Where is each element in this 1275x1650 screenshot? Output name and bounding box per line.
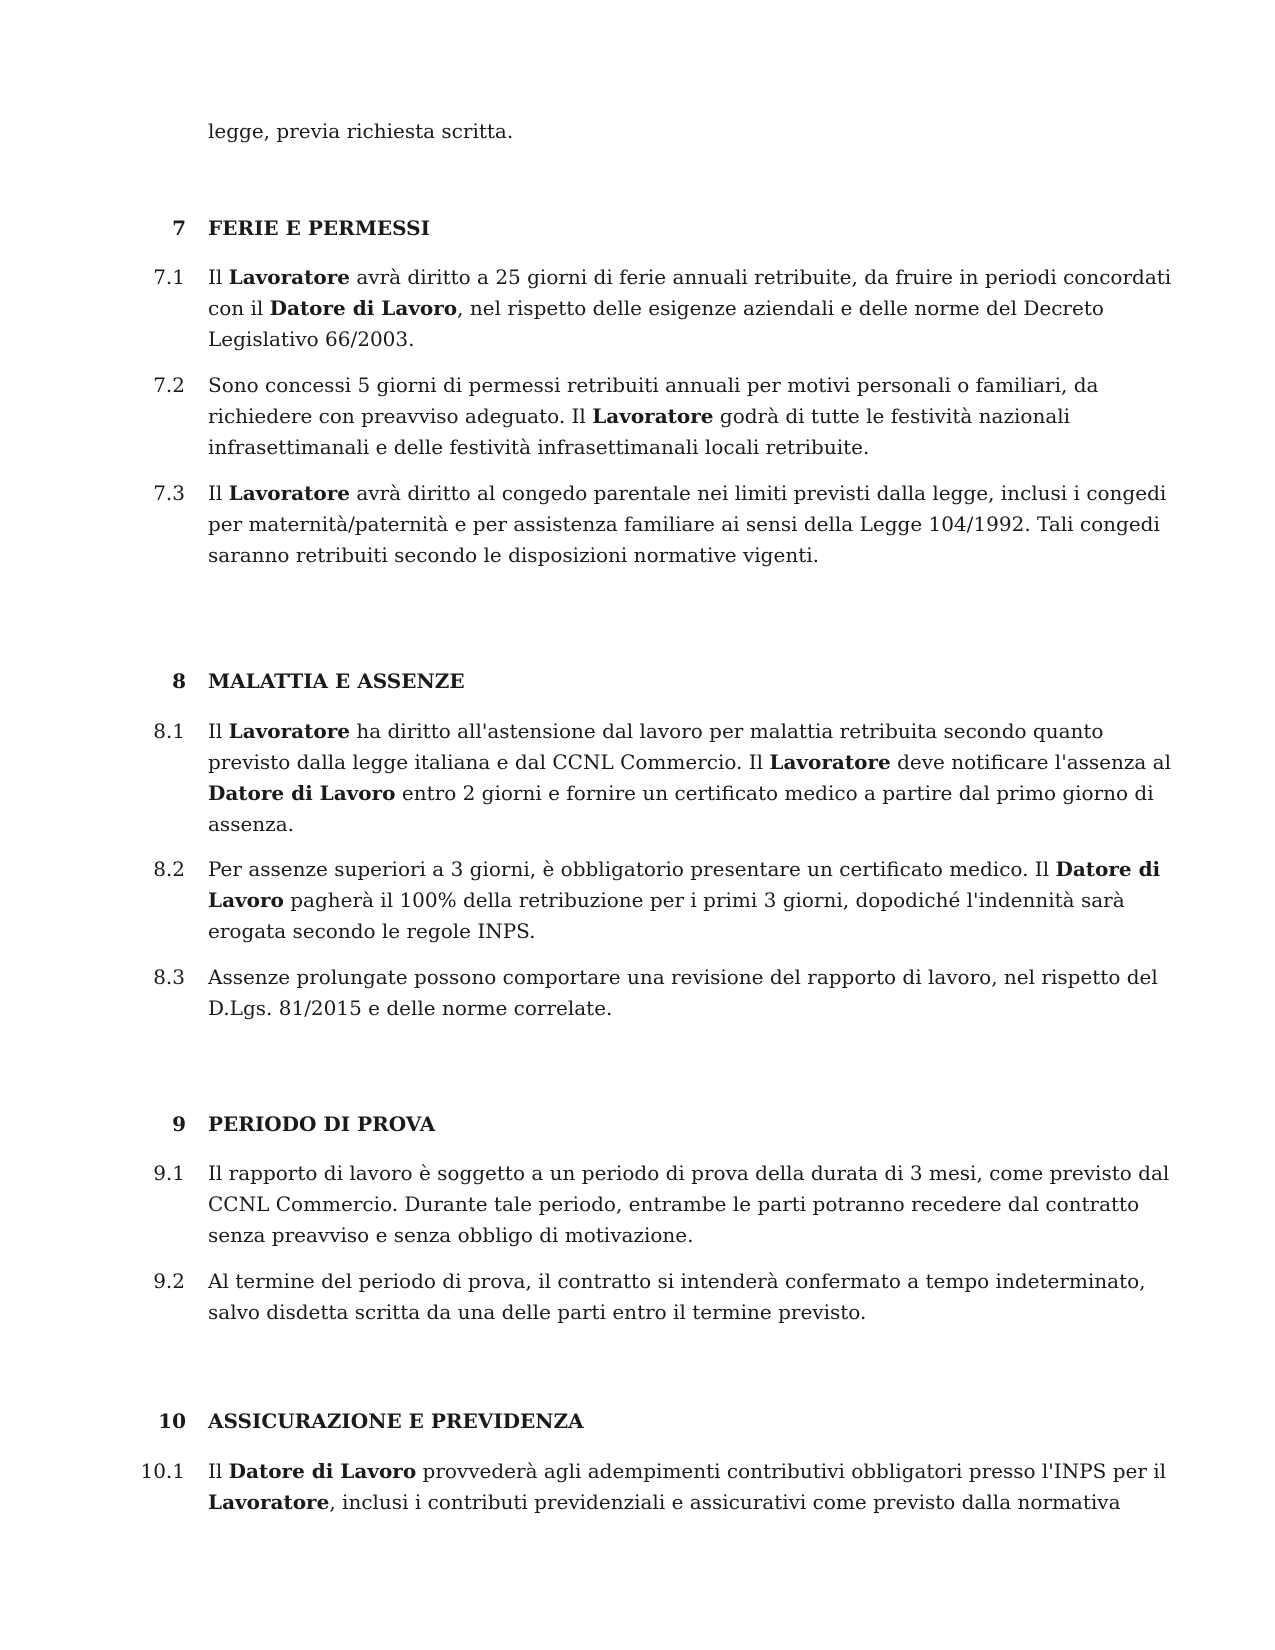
clause-text: Per assenze superiori a 3 giorni, è obbligatorio presentare un certificato medico. Il Datore di Lavoro pagherà il 100% della retribuzione per i primi 3 giorni, dopodiché l'indennità sarà erogata secondo le regole INPS. bbox=[208, 857, 1161, 943]
section-title: MALATTIA E ASSENZE bbox=[208, 669, 465, 693]
clause-number: 8.2 bbox=[153, 857, 185, 881]
party-name: Datore di Lavoro bbox=[228, 1459, 417, 1483]
party-name: Lavoratore bbox=[228, 265, 350, 289]
clause-text: Il Lavoratore avrà diritto al congedo parentale nei limiti previsti dalla legge, inclusi i congedi per maternità/paternità e per assistenza familiare ai sensi della Legge 104/1992. Tali congedi saranno retribuiti secondo le disposizioni normative vigenti. bbox=[208, 481, 1167, 567]
party-name: Lavoratore bbox=[228, 719, 350, 743]
clause-text: Il Lavoratore ha diritto all'astensione dal lavoro per malattia retribuita secondo quanto previsto dalla legge italiana e dal CCNL Commercio. Il Lavoratore deve notificare l'assenza al Datore di Lavoro entro 2 giorni e fornire un certificato medico a partire dal primo giorno di assenza. bbox=[208, 719, 1171, 836]
party-name: Lavoratore bbox=[592, 404, 714, 428]
party-name: Lavoro bbox=[208, 888, 284, 912]
party-name: Lavoratore bbox=[228, 481, 350, 505]
clause-number: 8.3 bbox=[153, 965, 185, 989]
section-number: 9 bbox=[172, 1112, 186, 1136]
clause-text: Il Datore di Lavoro provvederà agli adempimenti contributivi obbligatori presso l'INPS per il Lavoratore, inclusi i contributi previdenziali e assicurativi come previsto dalla normativa bbox=[208, 1459, 1167, 1514]
section-title: FERIE E PERMESSI bbox=[208, 216, 430, 240]
clause-number: 7.3 bbox=[153, 481, 185, 505]
section-title: ASSICURAZIONE E PREVIDENZA bbox=[208, 1409, 584, 1433]
continuation-text: legge, previa richiesta scritta. bbox=[208, 119, 514, 143]
clause-text: Il rapporto di lavoro è soggetto a un periodo di prova della durata di 3 mesi, come previsto dal CCNL Commercio. Durante tale periodo, entrambe le parti potranno recedere dal contratto senza preavviso e senza obbligo di motivazione. bbox=[208, 1161, 1170, 1247]
clause-number: 9.1 bbox=[153, 1161, 185, 1185]
party-name: Datore di bbox=[1055, 857, 1161, 881]
section-title: PERIODO DI PROVA bbox=[208, 1112, 436, 1136]
clause-number: 10.1 bbox=[140, 1459, 185, 1483]
party-name: Lavoratore bbox=[208, 1490, 330, 1514]
clause-number: 9.2 bbox=[153, 1269, 185, 1293]
clause-text: Sono concessi 5 giorni di permessi retribuiti annuali per motivi personali o familiari, da richiedere con preavviso adeguato. Il Lavoratore godrà di tutte le festività nazionali infrasettimanali e delle festività infrasettimanali locali retribuite. bbox=[208, 373, 1099, 459]
clause-number: 7.2 bbox=[153, 373, 185, 397]
party-name: Datore di Lavoro bbox=[208, 781, 396, 805]
clause-text: Al termine del periodo di prova, il contratto si intenderà confermato a tempo indeterminato, salvo disdetta scritta da una delle parti entro il termine previsto. bbox=[208, 1269, 1146, 1324]
party-name: Datore di Lavoro bbox=[269, 296, 458, 320]
section-number: 10 bbox=[158, 1409, 186, 1433]
clause-number: 8.1 bbox=[153, 719, 185, 743]
section-number: 8 bbox=[172, 669, 186, 693]
clause-text: Il Lavoratore avrà diritto a 25 giorni di ferie annuali retribuite, da fruire in periodi concordati con il Datore di Lavoro, nel rispetto delle esigenze aziendali e delle norme del Decreto Legislativo 66/2003. bbox=[208, 265, 1172, 351]
section-number: 7 bbox=[172, 216, 186, 240]
clause-text: Assenze prolungate possono comportare una revisione del rapporto di lavoro, nel rispetto del D.Lgs. 81/2015 e delle norme correlate. bbox=[208, 965, 1158, 1020]
clause-number: 7.1 bbox=[153, 265, 185, 289]
party-name: Lavoratore bbox=[769, 750, 891, 774]
